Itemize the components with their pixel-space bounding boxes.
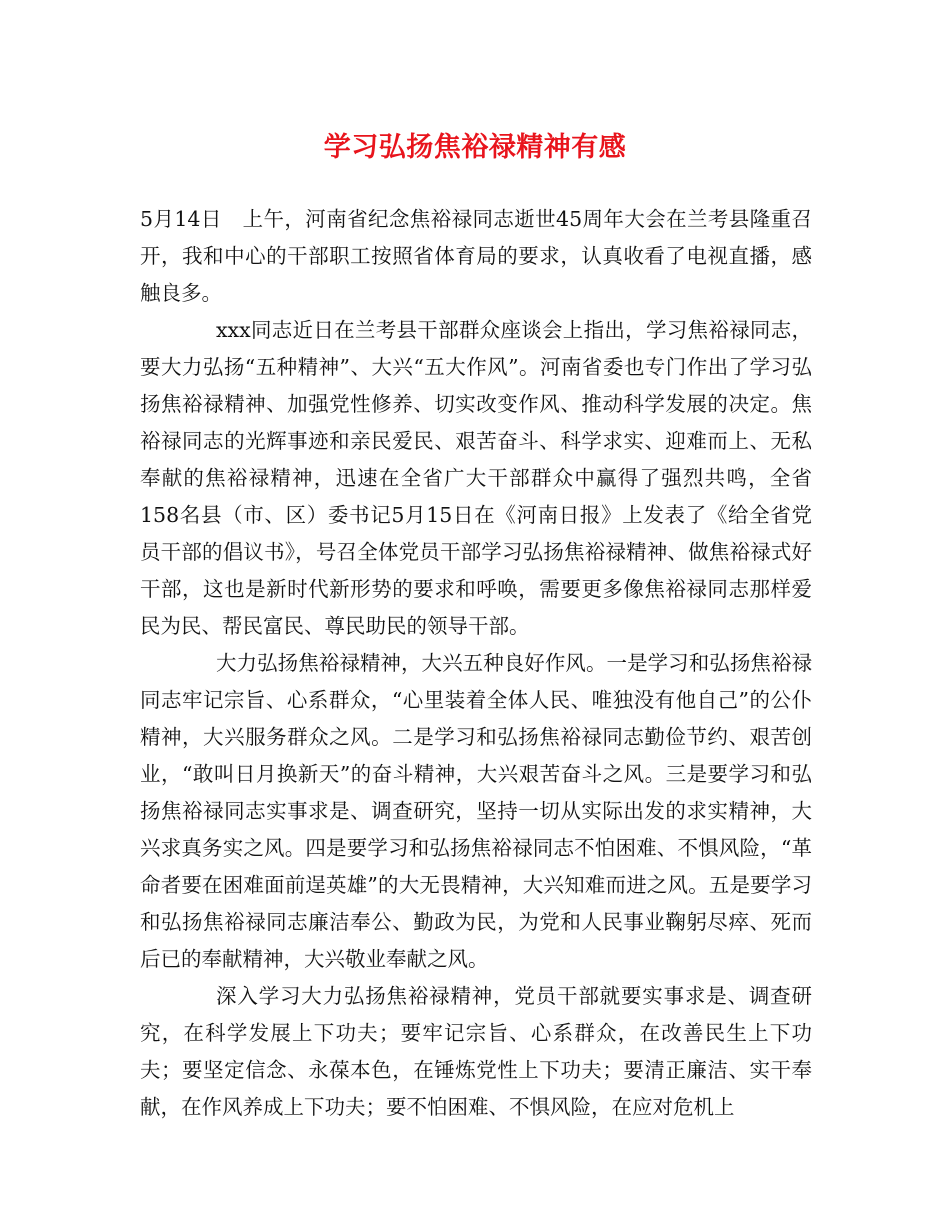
paragraph-instructions: xxx同志近日在兰考县干部群众座谈会上指出，学习焦裕禄同志，要大力弘扬“五种精神”、大兴“五大作风”。河南省委也专门作出了学习弘扬焦裕禄精神、加强党性修养、切实改变作风、推动科学发展的决定。焦裕禄同志的光辉事迹和亲民爱民、艰苦奋斗、科学求实、迎难而上、无私奉献的焦裕禄精神，迅速在全省广大干部群众中赢得了强烈共鸣，全省158名县（市、区）委书记5月15日在《河南日报》上发表了《给全省党员干部的倡议书》，号召全体党员干部学习弘扬焦裕禄精神、做焦裕禄式好干部，这也是新时代新形势的要求和呼唤，需要更多像焦裕禄同志那样爱民为民、帮民富民、尊民助民的领导干部。 xyxy=(140,318,812,638)
paragraph-deep-study: 深入学习大力弘扬焦裕禄精神，党员干部就要实事求是、调查研究，在科学发展上下功夫；要牢记宗旨、心系群众，在改善民生上下功夫；要坚定信念、永葆本色，在锤炼党性上下功夫；要清正廉洁、实干奉献，在作风养成上下功夫；要不怕困难、不惧风险，在应对危机上 xyxy=(140,984,812,1119)
paragraph-five-styles: 大力弘扬焦裕禄精神，大兴五种良好作风。一是学习和弘扬焦裕禄同志牢记宗旨、心系群众，“心里装着全体人民、唯独没有他自己”的公仆精神，大兴服务群众之风。二是学习和弘扬焦裕禄同志勤俭节约、艰苦创业，“敢叫日月换新天”的奋斗精神，大兴艰苦奋斗之风。三是要学习和弘扬焦裕禄同志实事求是、调查研究，坚持一切从实际出发的求实精神，大兴求真务实之风。四是要学习和弘扬焦裕禄同志不怕困难、不惧风险，“革命者要在困难面前逞英雄”的大无畏精神，大兴知难而进之风。五是要学习和弘扬焦裕禄同志廉洁奉公、勤政为民，为党和人民事业鞠躬尽瘁、死而后已的奉献精神，大兴敬业奉献之风。 xyxy=(140,651,812,971)
document-title: 学习弘扬焦裕禄精神有感 xyxy=(323,132,627,163)
paragraph-intro: 5月14日 上午，河南省纪念焦裕禄同志逝世45周年大会在兰考县隆重召开，我和中心的干部职工按照省体育局的要求，认真收看了电视直播，感触良多。 xyxy=(140,207,812,305)
document-body xyxy=(140,201,812,1126)
